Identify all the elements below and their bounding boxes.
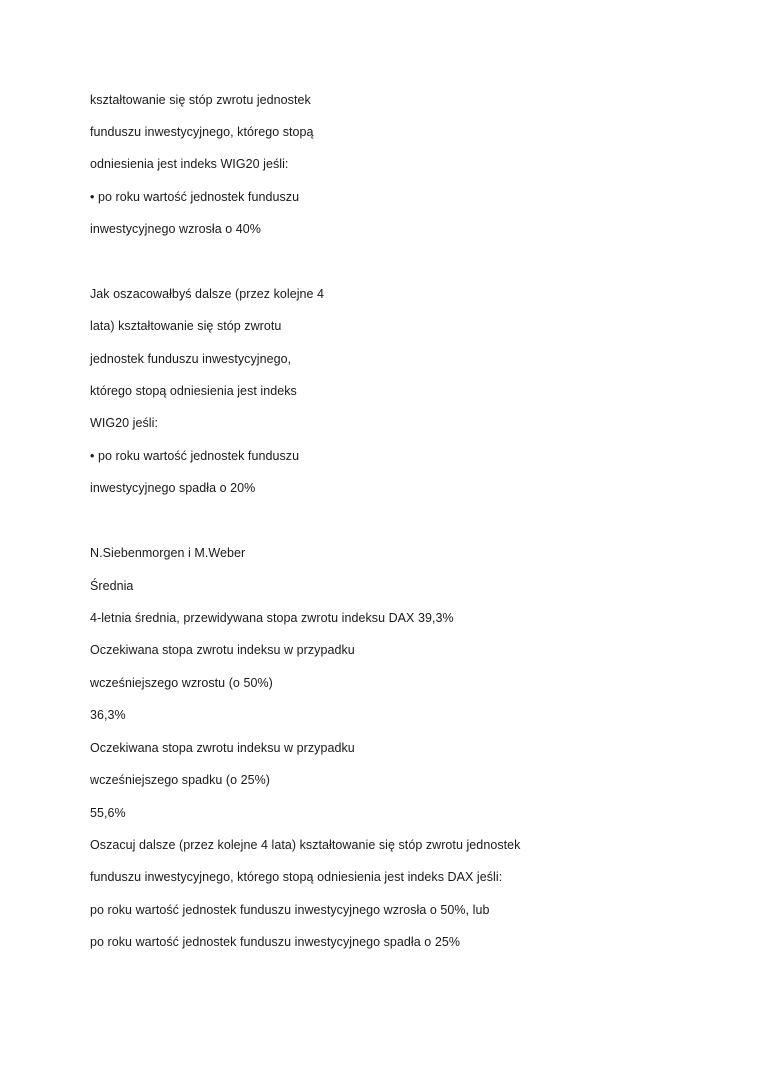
value-line: 36,3% xyxy=(90,708,126,722)
text-line: jednostek funduszu inwestycyjnego, xyxy=(90,352,292,366)
section-label: Średnia xyxy=(90,579,134,593)
text-line: Oczekiwana stopa zwrotu indeksu w przypadku xyxy=(90,741,355,755)
text-line: 4-letnia średnia, przewidywana stopa zwrotu indeksu DAX 39,3% xyxy=(90,611,454,625)
text-line: inwestycyjnego wzrosła o 40% xyxy=(90,222,261,236)
text-line: funduszu inwestycyjnego, którego stopą xyxy=(90,125,314,139)
text-line: Jak oszacowałbyś dalsze (przez kolejne 4 xyxy=(90,287,325,301)
text-line: inwestycyjnego spadła o 20% xyxy=(90,481,256,495)
text-line: kształtowanie się stóp zwrotu jednostek xyxy=(90,93,311,107)
text-line: funduszu inwestycyjnego, którego stopą odniesienia jest indeks DAX jeśli: xyxy=(90,870,503,884)
text-line: odniesienia jest indeks WIG20 jeśli: xyxy=(90,157,289,171)
text-line: po roku wartość jednostek funduszu inwestycyjnego spadła o 25% xyxy=(90,935,460,949)
text-line: którego stopą odniesienia jest indeks xyxy=(90,384,297,398)
value-line: 55,6% xyxy=(90,806,126,820)
authors-line: N.Siebenmorgen i M.Weber xyxy=(90,546,246,560)
bullet-line: • po roku wartość jednostek funduszu xyxy=(90,449,300,463)
text-line: Oczekiwana stopa zwrotu indeksu w przypadku xyxy=(90,643,355,657)
text-line: lata) kształtowanie się stóp zwrotu xyxy=(90,319,282,333)
bullet-line: • po roku wartość jednostek funduszu xyxy=(90,190,300,204)
text-line: po roku wartość jednostek funduszu inwestycyjnego wzrosła o 50%, lub xyxy=(90,903,490,917)
text-line: WIG20 jeśli: xyxy=(90,416,158,430)
text-line: Oszacuj dalsze (przez kolejne 4 lata) kształtowanie się stóp zwrotu jednostek xyxy=(90,838,521,852)
text-line: wcześniejszego wzrostu (o 50%) xyxy=(90,676,273,690)
text-line: wcześniejszego spadku (o 25%) xyxy=(90,773,271,787)
